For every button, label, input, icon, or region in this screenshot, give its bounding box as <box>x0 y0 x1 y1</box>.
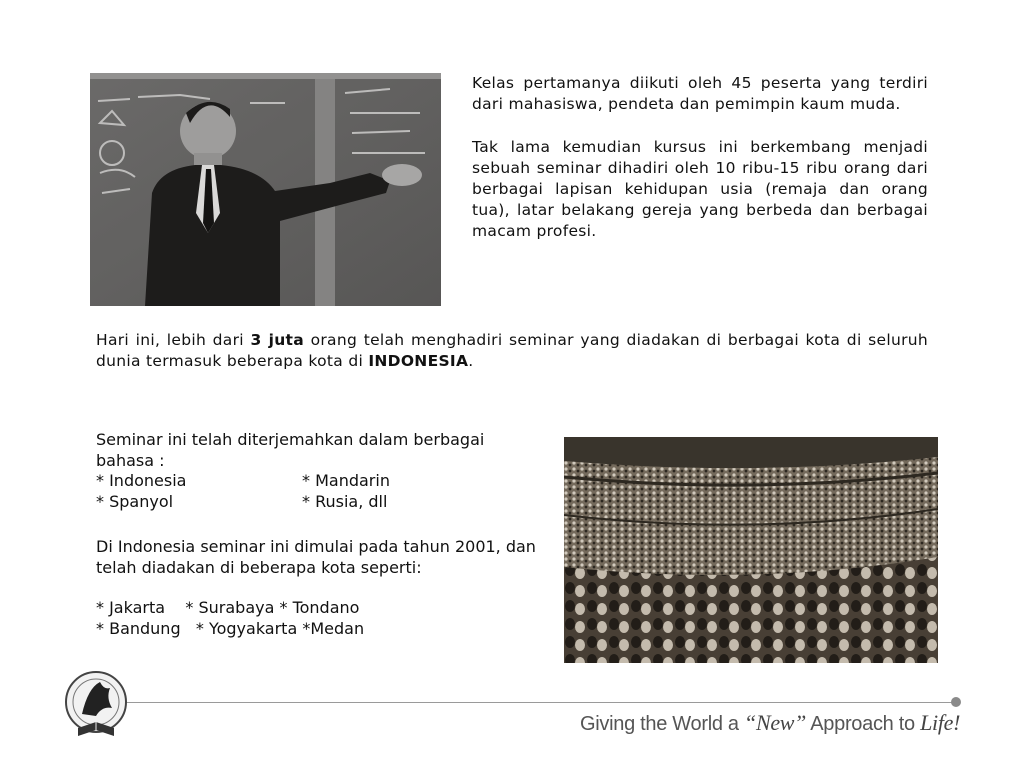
stadium-audience-photo <box>564 437 938 663</box>
tagline-life: Life! <box>920 710 961 735</box>
indonesia-section <box>96 537 546 639</box>
country-name: INDONESIA <box>368 352 469 370</box>
footer-divider-dot <box>951 697 961 707</box>
attendance-paragraph: Hari ini, lebih dari 3 juta orang telah menghadiri seminar yang diadakan di berbagai kota di seluruh dunia termasuk beberapa kota di INDONESIA. <box>96 331 928 370</box>
intro-paragraph-1: Kelas pertamanya diikuti oleh 45 peserta yang terdiri dari mahasiswa, pendeta dan pemimpin kaum muda. <box>472 74 928 113</box>
tagline-new: “New” <box>744 710 807 735</box>
city-list-line-2: * Bandung * Yogyakarta *Medan <box>96 618 365 638</box>
attendance-count: 3 juta <box>250 331 305 349</box>
intro-paragraph-2: Tak lama kemudian kursus ini berkembang menjadi sebuah seminar dihadiri oleh 10 ribu-15 ribu orang dari berbagai lapisan kehidupan usia (remaja dan orang tua), latar belakang gereja yang berbeda dan berbagai macam profesi. <box>472 138 928 240</box>
languages-section <box>96 430 536 512</box>
teacher-photo <box>90 73 441 306</box>
indonesia-text: Di Indonesia seminar ini dimulai pada tahun 2001, dan telah diadakan di beberapa kota seperti: <box>96 537 536 577</box>
language-row <box>96 471 536 492</box>
language-item: * Mandarin <box>302 471 390 490</box>
language-item: * Rusia, dll <box>302 491 388 511</box>
city-list-line-1: * Jakarta * Surabaya * Tondano <box>96 598 360 617</box>
eagle-seal-logo-icon <box>60 668 132 744</box>
language-item: * Indonesia <box>96 471 187 490</box>
language-item: * Spanyol <box>96 491 174 511</box>
languages-heading: Seminar ini telah diterjemahkan dalam berbagai bahasa : <box>96 430 485 470</box>
footer-divider <box>120 702 956 703</box>
footer-tagline: Giving the World a “New” Approach to Life! <box>580 710 961 735</box>
man-teaching-at-chalkboard-photo <box>90 73 441 306</box>
audience-photo <box>564 437 938 663</box>
language-row <box>96 492 536 513</box>
